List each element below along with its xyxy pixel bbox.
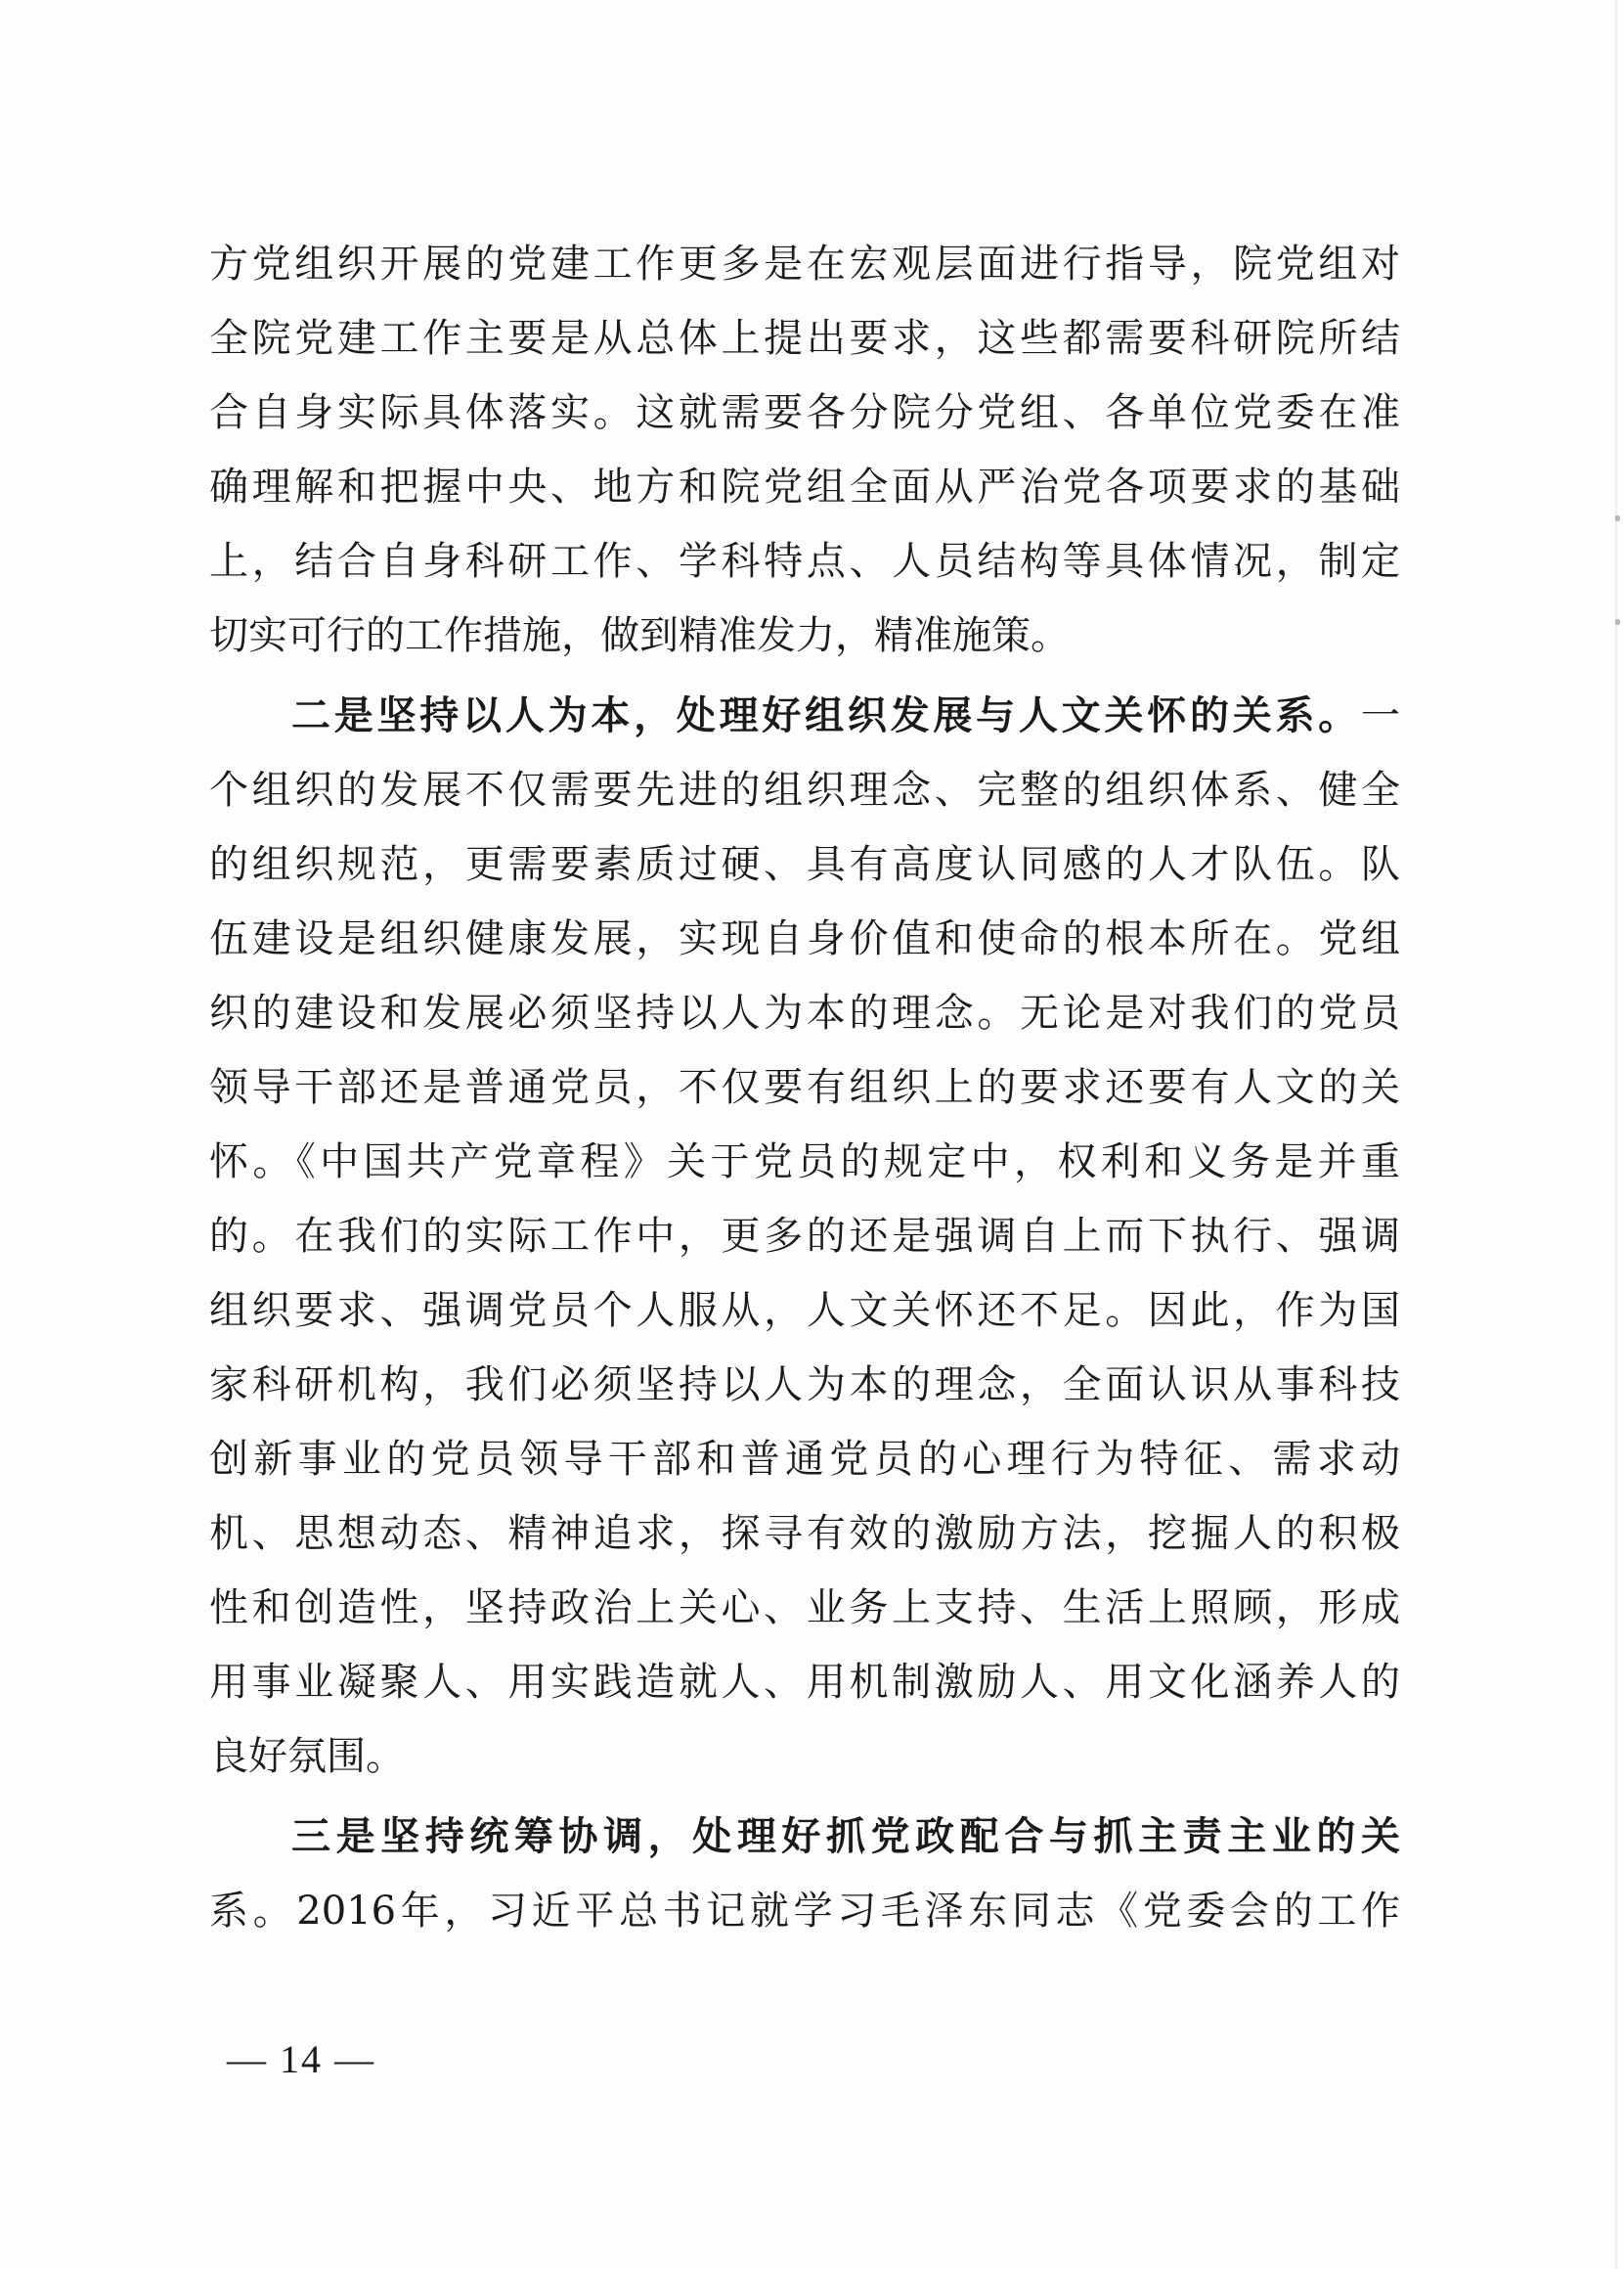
text-fragment: 一: [1361, 693, 1400, 738]
text-line: 全院党建工作主要是从总体上提出要求，这些都需要科研院所结: [209, 316, 1400, 361]
section-heading-line: [209, 1800, 1400, 1874]
scan-artifact: [1615, 619, 1620, 625]
text-line: 系。2016年，习近平总书记就学习毛泽东同志《党委会的工作: [209, 1889, 1400, 1934]
section-heading-line: [209, 679, 1400, 753]
text-line: 良好氛围。: [209, 1734, 405, 1779]
text-line: 领导干部还是普通党员，不仅要有组织上的要求还要有人文的关: [209, 1065, 1400, 1110]
text-line: 伍建设是组织健康发展，实现自身价值和使命的根本所在。党组: [209, 916, 1400, 961]
scan-artifact: [1615, 515, 1620, 521]
paragraph-section-two: [209, 679, 1400, 1794]
text-line: 切实可行的工作措施，做到精准发力，精准施策。: [209, 613, 1070, 658]
text-line: 用事业凝聚人、用实践造就人、用机制激励人、用文化涵养人的: [209, 1660, 1400, 1705]
section-heading: 二是坚持以人为本，处理好组织发展与人文关怀的关系。: [291, 692, 1361, 738]
text-line: 方党组织开展的党建工作更多是在宏观层面进行指导，院党组对: [209, 242, 1400, 287]
text-line: 创新事业的党员领导干部和普通党员的心理行为特征、需求动: [209, 1437, 1400, 1482]
text-line: 机、思想动态、精神追求，探寻有效的激励方法，挖掘人的积极: [209, 1511, 1400, 1556]
text-line: 家科研机构，我们必须坚持以人为本的理念，全面认识从事科技: [209, 1362, 1400, 1407]
scan-edge: [1615, 0, 1617, 2269]
text-line: 上，结合自身科研工作、学科特点、人员结构等具体情况，制定: [209, 539, 1400, 584]
text-line: 的组织规范，更需要素质过硬、具有高度认同感的人才队伍。队: [209, 842, 1400, 887]
text-line: 组织要求、强调党员个人服从，人文关怀还不足。因此，作为国: [209, 1288, 1400, 1333]
text-line: 个组织的发展不仅需要先进的组织理念、完整的组织体系、健全: [209, 768, 1400, 813]
text-line: 怀。《中国共产党章程》关于党员的规定中，权利和义务是并重: [209, 1139, 1400, 1184]
text-line: 的。在我们的实际工作中，更多的还是强调自上而下执行、强调: [209, 1214, 1400, 1259]
paragraph-continuation: [209, 227, 1400, 673]
text-line: 性和创造性，坚持政治上关心、业务上支持、生活上照顾，形成: [209, 1585, 1400, 1630]
text-line: 确理解和把握中央、地方和院党组全面从严治党各项要求的基础: [209, 465, 1400, 510]
body-text: [209, 227, 1400, 1948]
text-line: 织的建设和发展必须坚持以人为本的理念。无论是对我们的党员: [209, 991, 1400, 1036]
text-line: 合自身实际具体落实。这就需要各分院分党组、各单位党委在准: [209, 390, 1400, 435]
paragraph-section-three: [209, 1800, 1400, 1948]
section-heading: 三是坚持统筹协调，处理好抓党政配合与抓主责主业的关: [291, 1813, 1400, 1859]
page-number: — 14 —: [227, 2037, 375, 2081]
